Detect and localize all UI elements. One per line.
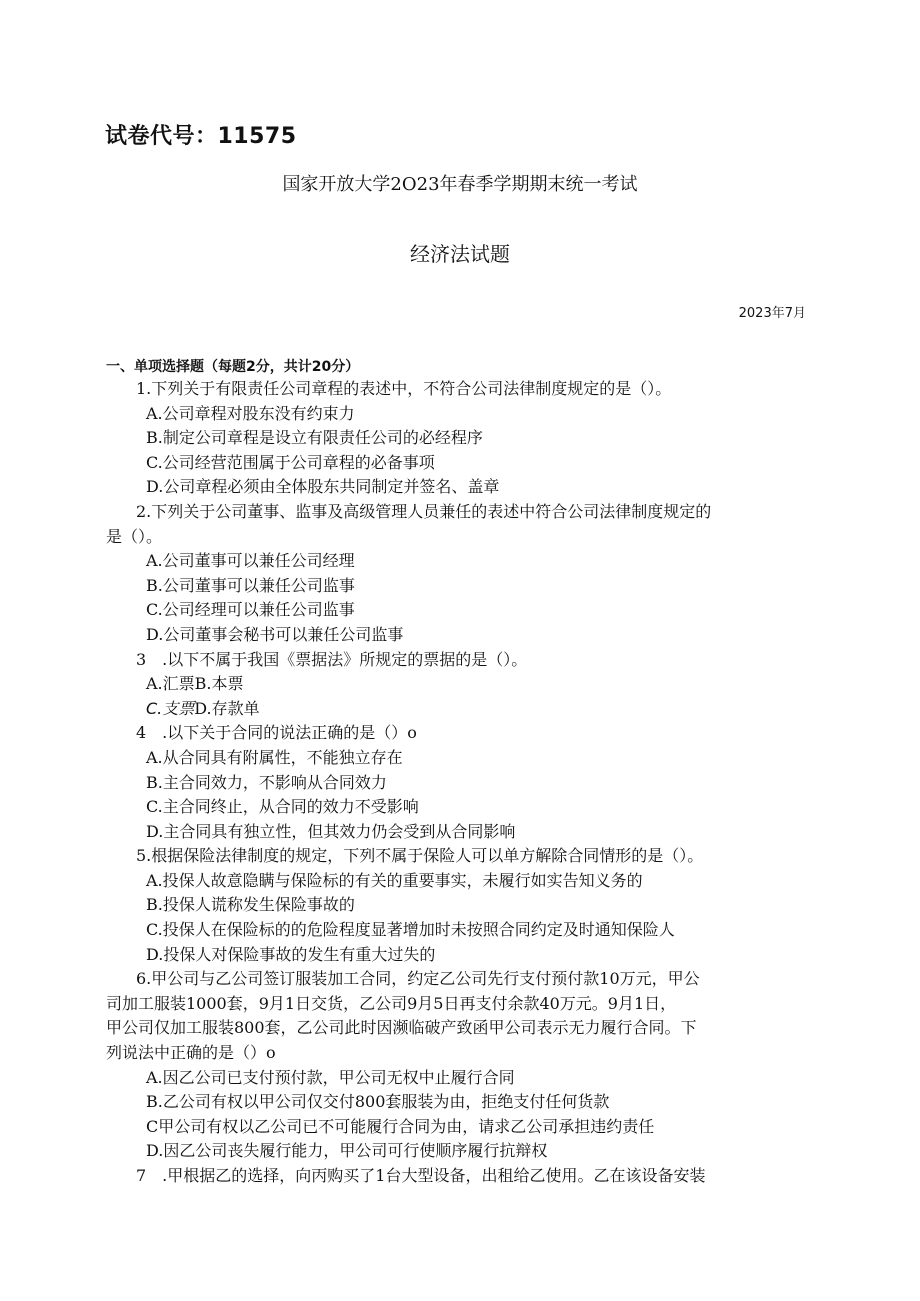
question-stem: 2.下列关于公司董事、监事及高级管理人员兼任的表述中符合公司法律制度规定的	[136, 501, 712, 521]
option-c: C.投保人在保险标的的危险程度显著增加时未按照合同约定及时通知保险人	[146, 920, 675, 940]
question-stem-continued: 司加工服装1000套，9月1日交货，乙公司9月5日再支付余款40万元。9月1日，	[106, 993, 677, 1013]
paper-code: 试卷代号：11575	[105, 124, 297, 149]
question-2	[106, 500, 806, 648]
section-title: 一、单项选择题（每题2分，共计20分）	[106, 359, 360, 375]
question-1	[106, 377, 806, 500]
question-5	[106, 844, 806, 967]
question-stem: 4 .以下关于合同的说法正确的是（）o	[136, 723, 417, 743]
option-c-d	[106, 697, 806, 722]
option-b: B.制定公司章程是设立有限责任公司的必经程序	[146, 428, 483, 448]
question-stem-continued: 列说法中正确的是（）o	[106, 1043, 276, 1063]
option-d: D.存款单	[194, 698, 260, 718]
option-a: A.投保人故意隐瞒与保险标的有关的重要事实，未履行如实告知义务的	[146, 870, 643, 890]
question-stem: 5.根据保险法律制度的规定，下列不属于保险人可以单方解除合同情形的是（）。	[136, 846, 704, 866]
question-3	[106, 648, 806, 722]
option-a: A.从合同具有附属性，不能独立存在	[146, 747, 403, 767]
question-stem: 1.下列关于有限责任公司章程的表述中，不符合公司法律制度规定的是（）。	[136, 379, 672, 398]
option-d: D.公司董事会秘书可以兼任公司监事	[146, 624, 404, 644]
question-stem: 3 .以下不属于我国《票据法》所规定的票据的是（）。	[136, 649, 528, 669]
option-c: C.公司经营范围属于公司章程的必备事项	[146, 452, 435, 472]
option-b: B.主合同效力，不影响从合同效力	[146, 772, 387, 792]
option-d: D.主合同具有独立性，但其效力仍会受到从合同影响	[146, 821, 516, 841]
option-a-b: A.汇票B.本票	[146, 674, 244, 694]
option-b: B.公司董事可以兼任公司监事	[146, 575, 355, 595]
exam-date: 2023年7月	[738, 306, 806, 321]
question-6	[106, 967, 806, 1164]
question-stem: 6.甲公司与乙公司签订服装加工合同，约定乙公司先行支付预付款10万元，甲公	[136, 969, 700, 989]
option-d: D.因乙公司丧失履行能力，甲公司可行使顺序履行抗辩权	[146, 1141, 548, 1161]
option-b: B.投保人谎称发生保险事故的	[146, 895, 355, 915]
question-7	[106, 1164, 806, 1189]
question-stem: 7 .甲根据乙的选择，向丙购买了1台大型设备，出租给乙使用。乙在该设备安装	[136, 1166, 706, 1185]
option-c: C.公司经理可以兼任公司监事	[146, 600, 355, 620]
option-c: C甲公司有权以乙公司已不可能履行合同为由，请求乙公司承担违约责任	[146, 1116, 655, 1136]
question-list	[106, 377, 806, 1189]
exam-title: 国家开放大学2O23年春季学期期末统一考试	[282, 174, 638, 195]
option-a: A.因乙公司已支付预付款，甲公司无权中止履行合同	[146, 1067, 515, 1087]
question-4	[106, 721, 806, 844]
question-stem-continued: 甲公司仅加工服装800套，乙公司此时因濒临破产致函甲公司表示无力履行合同。下	[106, 1018, 697, 1038]
option-a: A.公司章程对股东没有约束力	[146, 403, 355, 423]
subject-title: 经济法试题	[410, 242, 510, 266]
option-c: C.主合同终止，从合同的效力不受影响	[146, 797, 419, 817]
option-a: A.公司董事可以兼任公司经理	[146, 551, 355, 571]
option-c: C.支票	[146, 698, 195, 718]
option-d: D.公司章程必须由全体股东共同制定并签名、盖章	[146, 477, 500, 497]
question-stem-continued: 是（）。	[106, 526, 163, 546]
option-b: B.乙公司有权以甲公司仅交付800套服装为由，拒绝支付任何货款	[146, 1092, 610, 1112]
option-d: D.投保人对保险事故的发生有重大过失的	[146, 944, 436, 964]
